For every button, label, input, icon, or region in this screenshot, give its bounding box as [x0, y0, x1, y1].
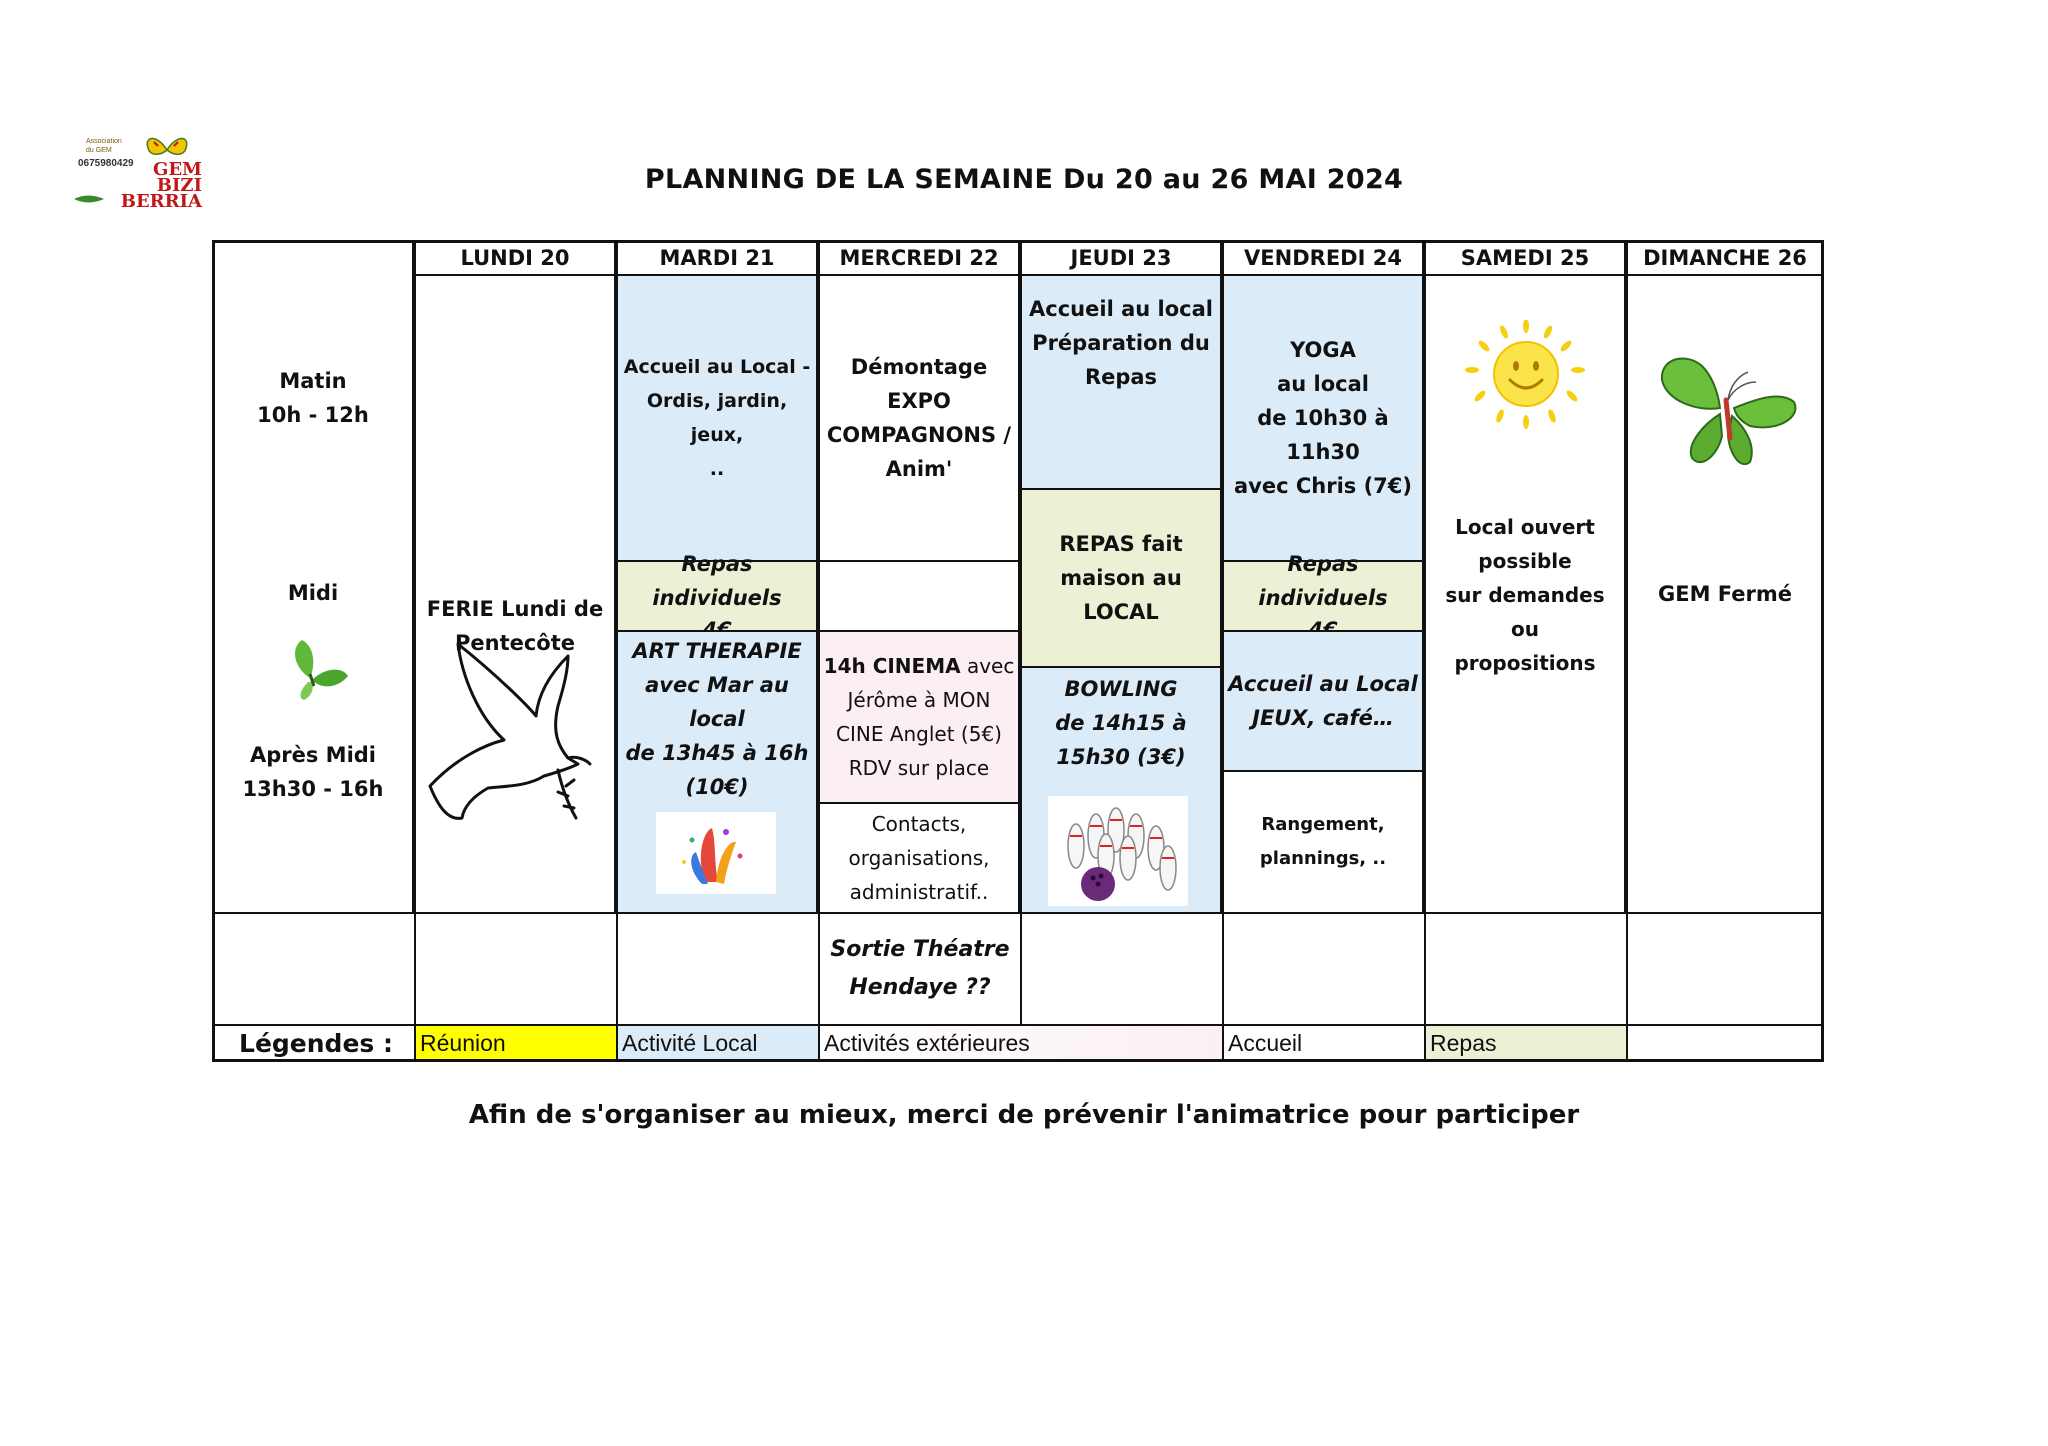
logo-line2: du GEM	[86, 147, 112, 154]
period-matin-hours: 10h - 12h	[257, 403, 369, 427]
mercredi-aprem-line-0	[824, 649, 1015, 683]
page-title: PLANNING DE LA SEMAINE Du 20 au 26 MAI 2024	[644, 164, 1404, 195]
header-vendredi: VENDREDI 24	[1222, 240, 1424, 276]
header-lundi: LUNDI 20	[414, 240, 616, 276]
mercredi-sortie-line-0: Sortie Théatre	[830, 937, 1010, 962]
mercredi-matin-line-2: Anim'	[885, 457, 953, 481]
vendredi-matin-cell	[1222, 274, 1424, 562]
logo-name-line-0: GEM	[152, 159, 202, 180]
samedi-line-0: Local ouvert	[1455, 515, 1595, 539]
mercredi-matin-line-0: Démontage EXPO	[850, 355, 988, 413]
mercredi-aprem-line-3: RDV sur place	[848, 756, 990, 780]
jeudi-matin-line-1: Préparation du	[1032, 331, 1210, 355]
header-mardi: MARDI 21	[616, 240, 818, 276]
header-mercredi: MERCREDI 22	[818, 240, 1020, 276]
samedi-line-2: sur demandes	[1445, 583, 1605, 607]
mercredi-aprem-line-1: Jérôme à MON	[847, 688, 991, 712]
samedi-line-4: propositions	[1454, 651, 1596, 675]
legend-accueil: Accueil	[1222, 1024, 1426, 1062]
mardi-aprem-line-1: avec Mar au local	[645, 673, 789, 731]
mercredi-sortie-cell	[818, 912, 1022, 1026]
samedi-line-3: ou	[1511, 617, 1539, 641]
vendredi-midi-line-0: Repas individuels	[1258, 552, 1388, 610]
butterfly-icon	[1656, 346, 1802, 476]
footer-note: Afin de s'organiser au mieux, merci de prévenir l'animatrice pour participer	[468, 1100, 1580, 1130]
mercredi-contacts-cell	[818, 802, 1020, 914]
mardi-aprem-line-3: (10€)	[685, 775, 749, 799]
extra-row-jeudi	[1020, 912, 1224, 1026]
mercredi-matin-line-1: COMPAGNONS /	[826, 423, 1012, 447]
vendredi-aprem-line-1: JEUX, café…	[1252, 706, 1394, 730]
extra-row-samedi	[1424, 912, 1628, 1026]
logo-name-line-2: BERRIA	[120, 191, 202, 212]
mardi-midi-cell	[616, 552, 818, 632]
vendredi-matin-line-0: YOGA	[1290, 338, 1356, 362]
mercredi-contacts-line-0: Contacts,	[871, 812, 967, 836]
vendredi-aprem-cell	[1222, 630, 1424, 772]
header-jeudi: JEUDI 23	[1020, 240, 1222, 276]
legend-empty	[1626, 1024, 1824, 1062]
extra-row-dimanche	[1626, 912, 1824, 1026]
weekly-planning-table	[212, 240, 1824, 1062]
jeudi-aprem-line-2: 15h30 (3€)	[1056, 745, 1186, 769]
legend-activites-exterieures: Activités extérieures	[818, 1024, 1224, 1062]
dove-icon	[418, 636, 598, 826]
samedi-line-1: possible	[1478, 549, 1572, 573]
vendredi-matin-line-4: avec Chris (7€)	[1233, 474, 1412, 498]
vendredi-rangement-line-1: plannings, ..	[1259, 848, 1387, 869]
period-midi: Midi	[287, 581, 339, 605]
vendredi-matin-line-2: de 10h30 à	[1257, 406, 1389, 430]
jeudi-midi-cell	[1020, 488, 1222, 668]
jeudi-aprem-line-1: de 14h15 à	[1055, 711, 1187, 735]
mardi-matin-line-2: ..	[709, 458, 725, 480]
legend-label: Légendes :	[212, 1024, 416, 1062]
logo-phone: 0675980429	[78, 158, 134, 169]
sun-icon	[1456, 320, 1596, 440]
jeudi-matin-line-2: Repas	[1084, 365, 1158, 389]
jeudi-matin-cell	[1020, 274, 1222, 490]
extra-row-label	[212, 912, 416, 1026]
vendredi-rangement-line-0: Rangement,	[1261, 814, 1385, 835]
extra-row-vendredi	[1222, 912, 1426, 1026]
jeudi-midi-line-0: REPAS fait	[1059, 532, 1183, 556]
mardi-matin-cell	[616, 274, 818, 562]
dimanche-text: GEM Fermé	[1657, 582, 1792, 606]
mercredi-aprem-suffix: avec	[960, 654, 1015, 678]
lundi-ferie-line-0: FERIE Lundi de	[426, 597, 604, 621]
jeudi-aprem-line-0: BOWLING	[1064, 677, 1178, 701]
mercredi-midi-cell	[818, 560, 1020, 632]
bowling-icon	[1048, 796, 1188, 906]
vendredi-matin-line-1: au local	[1277, 372, 1369, 396]
logo-name-line-1: BIZI	[156, 175, 202, 196]
vendredi-matin-line-3: 11h30	[1286, 440, 1360, 464]
jeudi-matin-line-0: Accueil au local	[1029, 297, 1213, 321]
period-apres-midi-hours: 13h30 - 16h	[242, 777, 384, 801]
mercredi-aprem-prefix: 14h CINEMA	[823, 654, 961, 678]
period-apres-midi	[212, 738, 414, 806]
logo-line1: Association	[86, 138, 122, 145]
header-dimanche: DIMANCHE 26	[1626, 240, 1824, 276]
jeudi-midi-line-1: maison au LOCAL	[1060, 566, 1182, 624]
extra-row-mardi	[616, 912, 820, 1026]
mercredi-contacts-line-2: administratif..	[849, 880, 989, 904]
paint-splash-icon	[656, 812, 776, 894]
mercredi-aprem-cell	[818, 630, 1020, 804]
legend-repas: Repas	[1424, 1024, 1628, 1062]
mercredi-matin-cell	[818, 274, 1020, 562]
period-apres-midi-label: Après Midi	[249, 743, 377, 767]
header-samedi: SAMEDI 25	[1424, 240, 1626, 276]
mardi-matin-line-1: Ordis, jardin, jeux,	[646, 390, 788, 446]
mardi-aprem-line-0: ART THERAPIE	[632, 639, 802, 663]
mercredi-sortie-line-1: Hendaye ??	[849, 975, 991, 1000]
vendredi-midi-cell	[1222, 552, 1424, 632]
mercredi-aprem-line-2: CINE Anglet (5€)	[836, 722, 1002, 746]
small-butterfly-icon	[284, 638, 350, 702]
legend-activite-local: Activité Local	[616, 1024, 820, 1062]
mardi-midi-line-0: Repas individuels	[652, 552, 782, 610]
lundi-ferie-line-1: Pentecôte	[454, 631, 576, 655]
extra-row-lundi	[414, 912, 618, 1026]
legend-reunion: Réunion	[414, 1024, 618, 1062]
vendredi-aprem-line-0: Accueil au Local	[1228, 672, 1418, 696]
logo-leaf-icon	[72, 194, 106, 204]
mercredi-contacts-line-1: organisations,	[848, 846, 990, 870]
vendredi-rangement-cell	[1222, 770, 1424, 914]
period-matin	[212, 364, 414, 432]
period-matin-label: Matin	[279, 369, 347, 393]
mardi-matin-line-0: Accueil au Local -	[623, 356, 811, 378]
mardi-aprem-line-2: de 13h45 à 16h	[625, 741, 809, 765]
